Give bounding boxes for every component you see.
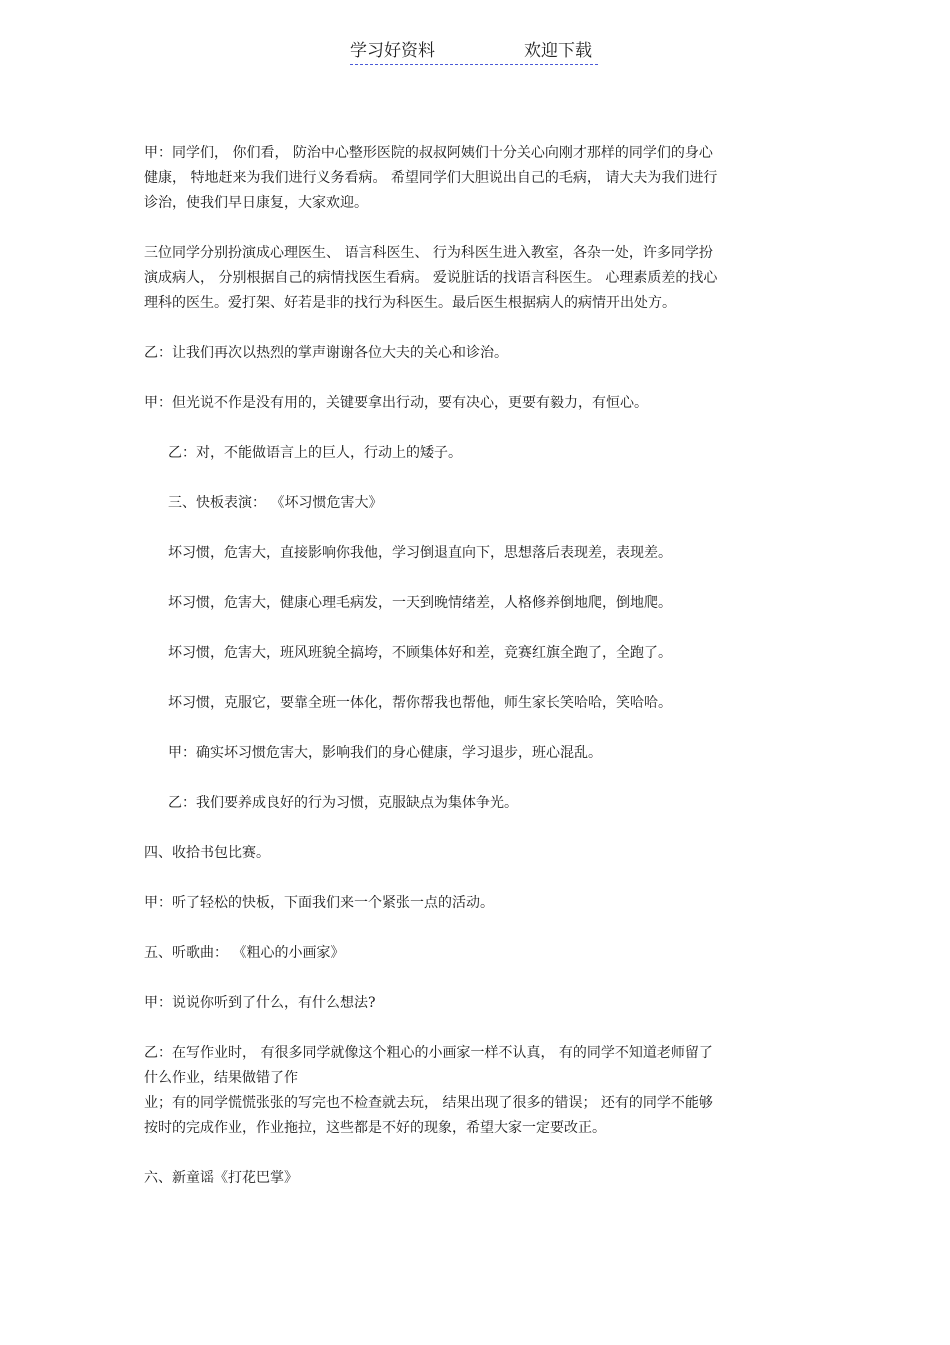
paragraph-action — [144, 391, 799, 416]
text-line: 甲：但光说不作是没有用的，关键要拿出行动，要有决心，更要有毅力，有恒心。 — [144, 395, 648, 411]
header-right-text: 欢迎下载 — [524, 41, 592, 61]
verse-line-4 — [144, 691, 799, 716]
paragraph-question — [144, 991, 799, 1016]
text-line: 什么作业，结果做错了作 — [144, 1070, 298, 1086]
paragraph-doctor-intro — [144, 141, 799, 216]
text-line: 坏习惯，克服它，要靠全班一体化，帮你帮我也帮他，师生家长笑哈哈，笑哈哈。 — [168, 695, 672, 711]
text-line: 坏习惯，危害大，直接影响你我他，学习倒退直向下，思想落后表现差，表现差。 — [168, 545, 672, 561]
text-line: 四、收拾书包比赛。 — [144, 845, 270, 861]
text-line: 甲：说说你听到了什么，有什么想法? — [144, 995, 376, 1011]
text-line: 乙：在写作业时， 有很多同学就像这个粗心的小画家一样不认真， 有的同学不知道老师留了 — [144, 1045, 713, 1061]
paragraph-harm — [144, 741, 799, 766]
document-body — [144, 141, 799, 1191]
paragraph-thanks — [144, 341, 799, 366]
paragraph-homework — [144, 1041, 799, 1141]
paragraph-role-play — [144, 241, 799, 316]
section-heading-kuaiban — [144, 491, 799, 516]
text-line: 三、快板表演： 《坏习惯危害大》 — [168, 495, 383, 511]
text-line: 按时的完成作业，作业拖拉，这些都是不好的现象，希望大家一定要改正。 — [144, 1120, 606, 1136]
text-line: 乙：我们要养成良好的行为习惯，克服缺点为集体争光。 — [168, 795, 518, 811]
verse-line-1 — [144, 541, 799, 566]
text-line: 坏习惯，危害大，健康心理毛病发，一天到晚情绪差，人格修养倒地爬，倒地爬。 — [168, 595, 672, 611]
section-heading-nursery-rhyme — [144, 1166, 799, 1191]
text-line: 五、听歌曲： 《粗心的小画家》 — [144, 945, 345, 961]
text-line: 甲：确实坏习惯危害大，影响我们的身心健康，学习退步，班心混乱。 — [168, 745, 602, 761]
text-line: 业；有的同学慌慌张张的写完也不检查就去玩， 结果出现了很多的错误； 还有的同学不能够 — [144, 1095, 713, 1111]
text-line: 健康， 特地赶来为我们进行义务看病。 希望同学们大胆说出自己的毛病， 请大夫为我们进行 — [144, 170, 718, 186]
text-line: 乙：对，不能做语言上的巨人，行动上的矮子。 — [168, 445, 462, 461]
verse-line-3 — [144, 641, 799, 666]
text-line: 演成病人， 分别根据自己的病情找医生看病。 爱说脏话的找语言科医生。 心理素质差的找心 — [144, 270, 718, 286]
section-heading-song — [144, 941, 799, 966]
page-header — [350, 40, 598, 65]
text-line: 三位同学分别扮演成心理医生、 语言科医生、 行为科医生进入教室，各杂一处，许多同学扮 — [144, 245, 713, 261]
text-line: 甲：听了轻松的快板，下面我们来一个紧张一点的活动。 — [144, 895, 494, 911]
header-left-text: 学习好资料 — [350, 41, 435, 61]
paragraph-activity — [144, 891, 799, 916]
text-line: 甲：同学们， 你们看， 防治中心整形医院的叔叔阿姨们十分关心向刚才那样的同学们的身心 — [144, 145, 713, 161]
section-heading-schoolbag — [144, 841, 799, 866]
text-line: 理科的医生。爱打架、好若是非的找行为科医生。最后医生根据病人的病情开出处方。 — [144, 295, 676, 311]
text-line: 乙：让我们再次以热烈的掌声谢谢各位大夫的关心和诊治。 — [144, 345, 508, 361]
text-line: 诊治，使我们早日康复，大家欢迎。 — [144, 195, 368, 211]
paragraph-giant — [144, 441, 799, 466]
paragraph-good-habits — [144, 791, 799, 816]
text-line: 坏习惯，危害大，班风班貌全搞垮，不顾集体好和差，竞赛红旗全跑了，全跑了。 — [168, 645, 672, 661]
verse-line-2 — [144, 591, 799, 616]
text-line: 六、新童谣《打花巴掌》 — [144, 1170, 298, 1186]
